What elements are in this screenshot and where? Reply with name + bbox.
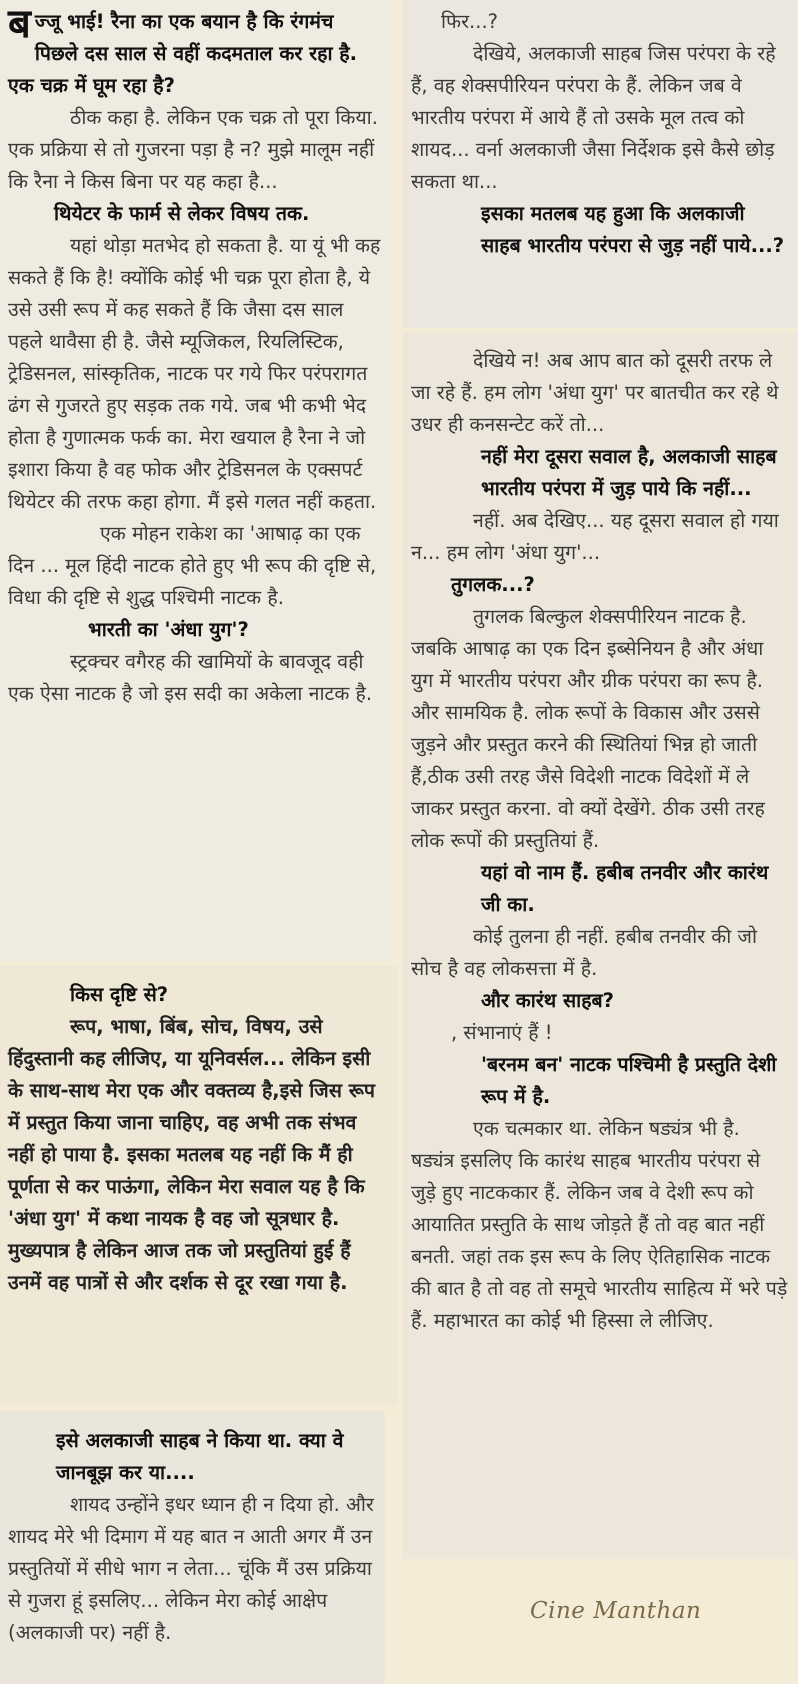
right-clipping-2 — [403, 333, 798, 1559]
answer: एक चत्मकार था. लेकिन षड्यंत्र भी है. षड्यंत्र इसलिए कि कारंथ साहब भारतीय परंपरा से जुड़े हुए नाटककार हैं. लेकिन जब वे देशी रूप को आयातित प्रस्तुति के साथ जोड़ते हैं तो वह बात नहीं बनती. जहां तक इस रूप के लिए ऐतिहासिक नाटक की बात है तो वह तो समूचे भारतीय साहित्य में भरे पड़े हैं. महाभारत का कोई भी हिस्सा ले लीजिए. — [411, 1117, 788, 1332]
question: 'बरनम बन' नाटक पश्चिमी है प्रस्तुति देशी रूप में है. — [481, 1053, 777, 1108]
question: इसे अलकाजी साहब ने किया था. क्या वे जानबूझ कर या.... — [56, 1429, 344, 1484]
answer: स्ट्रक्चर वगैरह की खामियों के बावजूद वही एक ऐसा नाटक है जो इस सदी का अकेला नाटक है. — [8, 650, 373, 705]
question — [8, 1, 383, 102]
question: नहीं मेरा दूसरा सवाल है, अलकाजी साहब भारतीय परंपरा में जुड़ पाये कि नहीं... — [481, 445, 777, 500]
answer: ठीक कहा है. लेकिन एक चक्र तो पूरा किया. एक प्रक्रिया से तो गुजरना पड़ा है न? मुझे मालूम नहीं कि रैना ने किस बिना पर यह कहा है... — [8, 106, 378, 193]
answer: शायद उन्होंने इधर ध्यान ही न दिया हो. और शायद मेरे भी दिमाग में यह बात न आती अगर मैं उन प्रस्तुतियों में सीधे भाग न लेता... चूंकि मैं उस प्रक्रिया से गुजरा हूं इसलिए... लेकिन मेरा कोई आक्षेप (अलकाजी पर) नहीं है. — [8, 1493, 374, 1644]
answer: नहीं. अब देखिए... यह दूसरा सवाल हो गया न... हम लोग 'अंधा युग'... — [411, 509, 779, 564]
answer: तुगलक बिल्कुल शेक्सपीरियन नाटक है. जबकि आषाढ़ का एक दिन इब्सेनियन है और अंधा युग में भारतीय परंपरा और ग्रीक परंपरा का रूप है. और सामयिक है. लोक रूपों के विकास और उससे जुड़ने और प्रस्तुत करने की स्थितियां भिन्न हो जाती हैं,ठीक उसी तरह जैसे विदेशी नाटक विदेशों में ले जाकर प्रस्तुत करना. वो क्यों देखेंगे. ठीक उसी तरह लोक रूपों की प्रस्तुतियां हैं. — [411, 605, 765, 852]
right-clipping-1 — [403, 0, 798, 328]
dropcap: ब — [8, 1, 31, 47]
answer: देखिये न! अब आप बात को दूसरी तरफ ले जा रहे हैं. हम लोग 'अंधा युग' पर बातचीत कर रहे थे उधर ही कनसन्टेट करें तो... — [411, 349, 779, 436]
left-clipping-3 — [0, 1411, 385, 1684]
question: किस दृष्टि से? — [70, 983, 169, 1006]
cine-manthan-signature: Cine Manthan — [530, 1598, 702, 1624]
answer: , संभानाएं हैं ! — [451, 1021, 553, 1044]
answer: देखिये, अलकाजी साहब जिस परंपरा के रहे हैं, वह शेक्सपीरियन परंपरा के हैं. लेकिन जब वे भारतीय परंपरा में आये हैं तो उसके मूल तत्व को शायद... वर्ना अलकाजी जैसा निर्देशक इसे कैसे छोड़ सकता था... — [411, 42, 776, 193]
answer: कोई तुलना ही नहीं. हबीब तनवीर की जो सोच है वह लोकसत्ता में है. — [411, 925, 758, 980]
question: इसका मतलब यह हुआ कि अलकाजी साहब भारतीय परंपरा से जुड़ नहीं पाये...? — [481, 202, 785, 257]
left-clipping-1 — [0, 0, 393, 962]
question: यहां वो नाम हैं. हबीब तनवीर और कारंथ जी का. — [481, 861, 769, 916]
answer: रूप, भाषा, बिंब, सोच, विषय, उसे हिंदुस्तानी कह लीजिए, या यूनिवर्सल... लेकिन इसी के साथ-साथ मेरा एक और वक्तव्य है,इसे जिस रूप में प्रस्तुत किया जाना चाहिए, वह अभी तक संभव नहीं हो पाया है. इसका मतलब यह नहीं कि मैं ही पूर्णता से कर पाऊंगा, लेकिन मेरा सवाल यह है कि 'अंधा युग' में कथा नायक है वह जो सूत्रधार है. मुख्यपात्र है लेकिन आज तक जो प्रस्तुतियां हुई हैं उनमें वह पात्रों से और दर्शक से दूर रखा गया है. — [8, 1015, 375, 1294]
answer: फिर...? — [441, 10, 499, 33]
answer: एक मोहन राकेश का 'आषाढ़ का एक दिन ... मूल हिंदी नाटक होते हुए भी रूप की दृष्टि से, विधा की दृष्टि से शुद्ध पश्चिमी नाटक है. — [8, 522, 377, 609]
question: तुगलक...? — [451, 573, 535, 596]
question: और कारंथ साहब? — [481, 989, 614, 1012]
question-text: ज्जू भाई! रैना का एक बयान है कि रंगमंच पिछले दस साल से वहीं कदमताल कर रहा है. एक चक्र में घूम रहा है? — [8, 10, 358, 97]
left-clipping-2 — [0, 965, 397, 1405]
question: थियेटर के फार्म से लेकर विषय तक. — [54, 202, 310, 225]
answer: यहां थोड़ा मतभेद हो सकता है. या यूं भी कह सकते हैं कि है! क्योंकि कोई भी चक्र पूरा होता है, ये उसे उसी रूप में कह सकते हैं कि जैसा दस साल पहले थावैसा ही है. जैसे म्यूजिकल, रियलिस्टिक, ट्रेडिसनल, सांस्कृतिक, नाटक पर गये फिर परंपरागत ढंग से गुजरते हुए सड़क तक गये. जब भी कभी भेद होता है गुणात्मक फर्क का. मेरा खयाल है रैना ने जो इशारा किया है वह फोक और ट्रेडिसनल के एक्सपर्ट थियेटर की तरफ कहा होगा. मैं इसे गलत नहीं कहता. — [8, 234, 381, 513]
question: भारती का 'अंधा युग'? — [88, 618, 249, 641]
